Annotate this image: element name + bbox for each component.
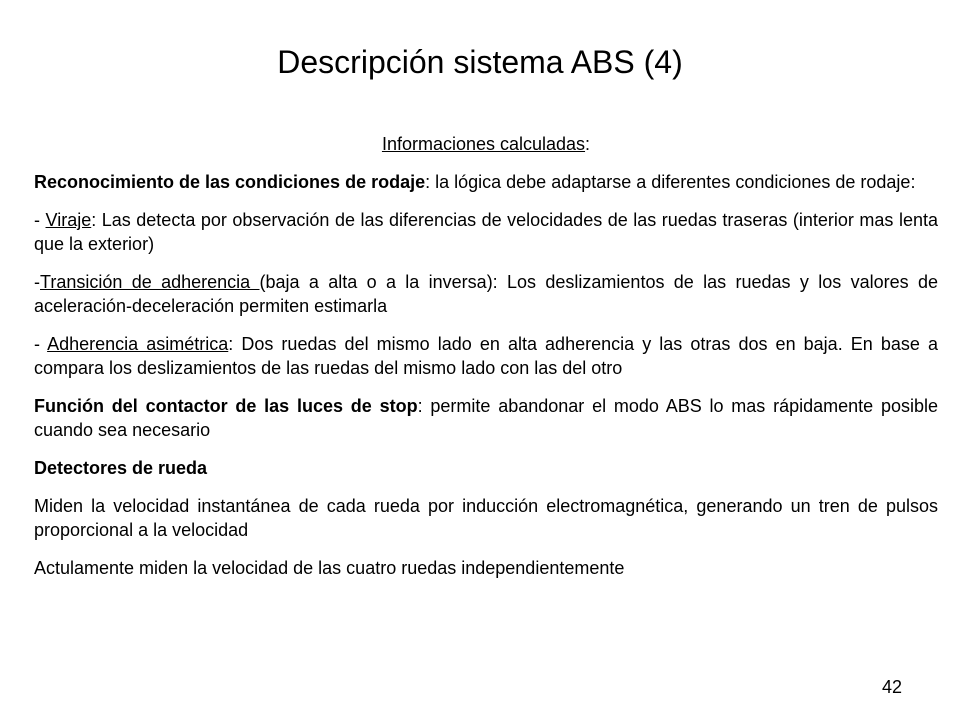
rodaje-text: : la lógica debe adaptarse a diferentes condiciones de rodaje: xyxy=(425,172,916,192)
adherencia-term: Adherencia asimétrica xyxy=(47,334,229,354)
page-number: 42 xyxy=(881,677,902,697)
transicion-term: Transición de adherencia xyxy=(40,272,260,292)
paragraph-transicion xyxy=(34,270,938,318)
contactor-text: : permite abandonar el modo ABS lo mas rápidamente posible cuando sea necesario xyxy=(34,396,938,440)
rodaje-heading: Reconocimiento de las condiciones de rodaje xyxy=(34,172,426,192)
paragraph-detectores-text xyxy=(34,494,938,542)
paragraph-adherencia xyxy=(34,332,938,380)
adherencia-text: : Dos ruedas del mismo lado en alta adherencia y las otras dos en baja. En base a compara los deslizamientos de las ruedas del mismo lado con las del otro xyxy=(34,334,938,378)
paragraph-rodaje xyxy=(34,170,938,194)
paragraph-viraje xyxy=(34,208,938,256)
slide-title: Descripción sistema ABS (4) xyxy=(277,44,683,80)
paragraph-detectores-heading xyxy=(34,456,938,480)
contactor-heading: Función del contactor de las luces de stop xyxy=(34,396,418,416)
transicion-prefix: - xyxy=(34,272,40,292)
detectores-text: Miden la velocidad instantánea de cada rueda por inducción electromagnética, generando un tren de pulsos proporcional a la velocidad xyxy=(34,496,938,540)
actualmente-text: Actulamente miden la velocidad de las cuatro ruedas independientemente xyxy=(34,558,625,578)
detectores-heading: Detectores de rueda xyxy=(34,458,208,478)
paragraph-actualmente xyxy=(34,556,938,580)
transicion-text: (baja a alta o a la inversa): Los deslizamientos de las ruedas y los valores de aceleración-deceleración permiten estimarla xyxy=(34,272,938,316)
viraje-term: Viraje xyxy=(45,210,92,230)
slide-body xyxy=(34,132,938,594)
viraje-text: : Las detecta por observación de las diferencias de velocidades de las ruedas traseras (interior mas lenta que la exterior) xyxy=(34,210,938,254)
adherencia-prefix: - xyxy=(34,334,48,354)
section-subtitle xyxy=(34,132,938,156)
viraje-prefix: - xyxy=(34,210,46,230)
subtitle-text: Informaciones calculadas xyxy=(381,134,586,154)
subtitle-colon: : xyxy=(585,134,591,154)
paragraph-contactor xyxy=(34,394,938,442)
